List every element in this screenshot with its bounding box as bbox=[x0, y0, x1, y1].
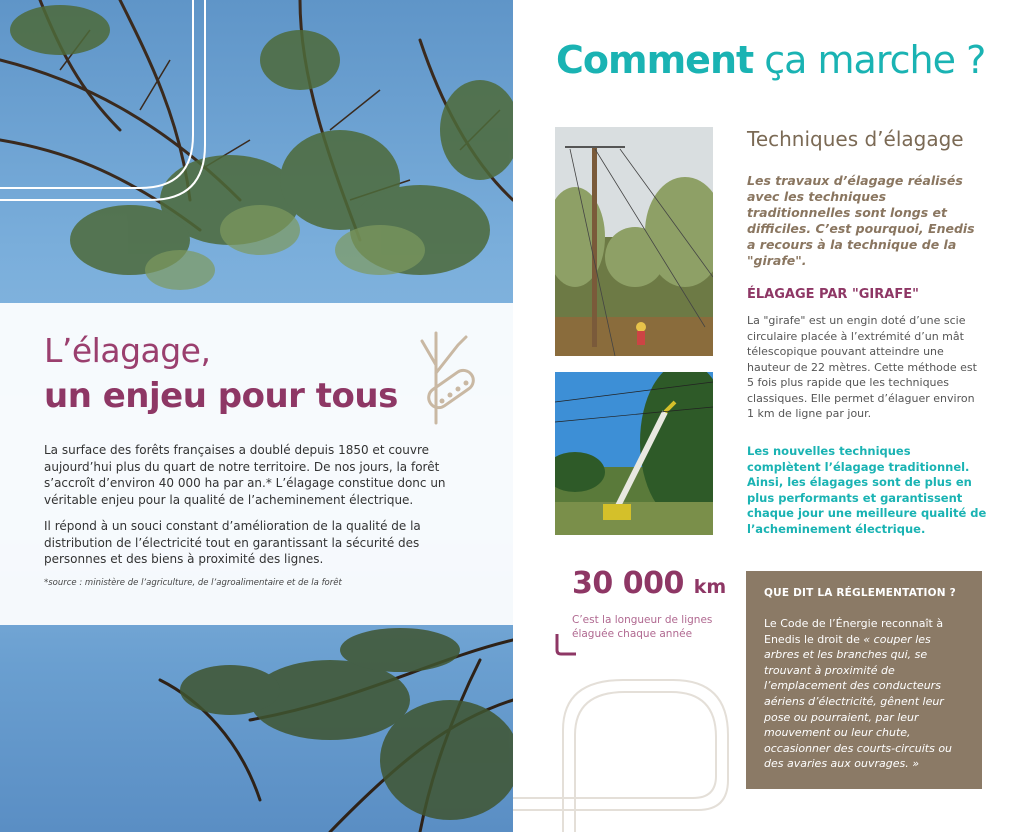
girafe-machine-photo bbox=[555, 372, 713, 535]
tree-saw-icon bbox=[412, 325, 484, 425]
new-techniques-highlight: Les nouvelles techniques complètent l’élagage traditionnel. Ainsi, les élagages sont de plus en plus performants et garantissent chaque jour une meilleure qualité de l’acheminement électrique. bbox=[747, 444, 987, 536]
stat-number: 30 000 bbox=[572, 566, 684, 601]
girafe-illustration bbox=[555, 372, 713, 535]
page-title bbox=[556, 38, 985, 82]
regulation-text bbox=[764, 616, 969, 772]
stat-unit: km bbox=[693, 576, 727, 598]
techniques-intro: Les travaux d’élagage réalisés avec les techniques traditionnelles sont longs et difficiles. C’est pourquoi, Enedis a recours à la technique de la "girafe". bbox=[747, 173, 975, 268]
regulation-title: QUE DIT LA RÉGLEMENTATION ? bbox=[764, 587, 956, 599]
girafe-description: La "girafe" est un engin doté d’une scie circulaire placée à l’extrémité d’un mât télescopique pouvant atteindre une hauteur de 22 mètres. Cette méthode est 5 fois plus rapide que les techniques classiques. Elle permet d’élaguer environ 1 km de ligne par jour. bbox=[747, 314, 977, 420]
power-line-illustration bbox=[555, 127, 713, 356]
section-title-line1: L’élagage, bbox=[44, 331, 211, 370]
regulation-quote: « couper les arbres et les branches qui, se trouvant à proximité de l’emplacement des conducteurs aériens d’électricité, gênent leur pose ou pourraient, par leur mouvement ou leur chute, occasionner des courts-circuits ou des avaries aux ouvrages. » bbox=[764, 632, 953, 771]
page-title-light: ça marche ? bbox=[764, 38, 986, 82]
techniques-heading: Techniques d’élagage bbox=[747, 127, 964, 151]
intro-paragraph: La surface des forêts françaises a doublé depuis 1850 et couvre aujourd’hui plus du quart de notre territoire. De nos jours, la forêt s’accroît d’environ 40 000 ha par an.* L’élagage constitue donc un véritable enjeu pour la qualité de l’acheminement électrique. bbox=[44, 443, 446, 507]
decorative-outline bbox=[513, 640, 773, 832]
stat-figure bbox=[572, 566, 726, 601]
page-title-bold: Comment bbox=[556, 38, 754, 82]
power-line-photo bbox=[555, 127, 713, 356]
girafe-heading: ÉLAGAGE PAR "GIRAFE" bbox=[747, 287, 919, 302]
stat-caption: C’est la longueur de lignes élaguée chaque année bbox=[572, 614, 713, 640]
regulation-intro: Le Code de l’Énergie reconnaît à Enedis le droit de bbox=[764, 617, 944, 646]
safety-paragraph: Il répond à un souci constant d’amélioration de la qualité de la distribution de l’électricité tout en garantissant la sécurité des personnes et des biens à proximité des lignes. bbox=[44, 519, 421, 566]
source-footnote: *source : ministère de l’agriculture, de l’agroalimentaire et de la forêt bbox=[44, 578, 342, 588]
section-title-line2: un enjeu pour tous bbox=[44, 376, 398, 416]
